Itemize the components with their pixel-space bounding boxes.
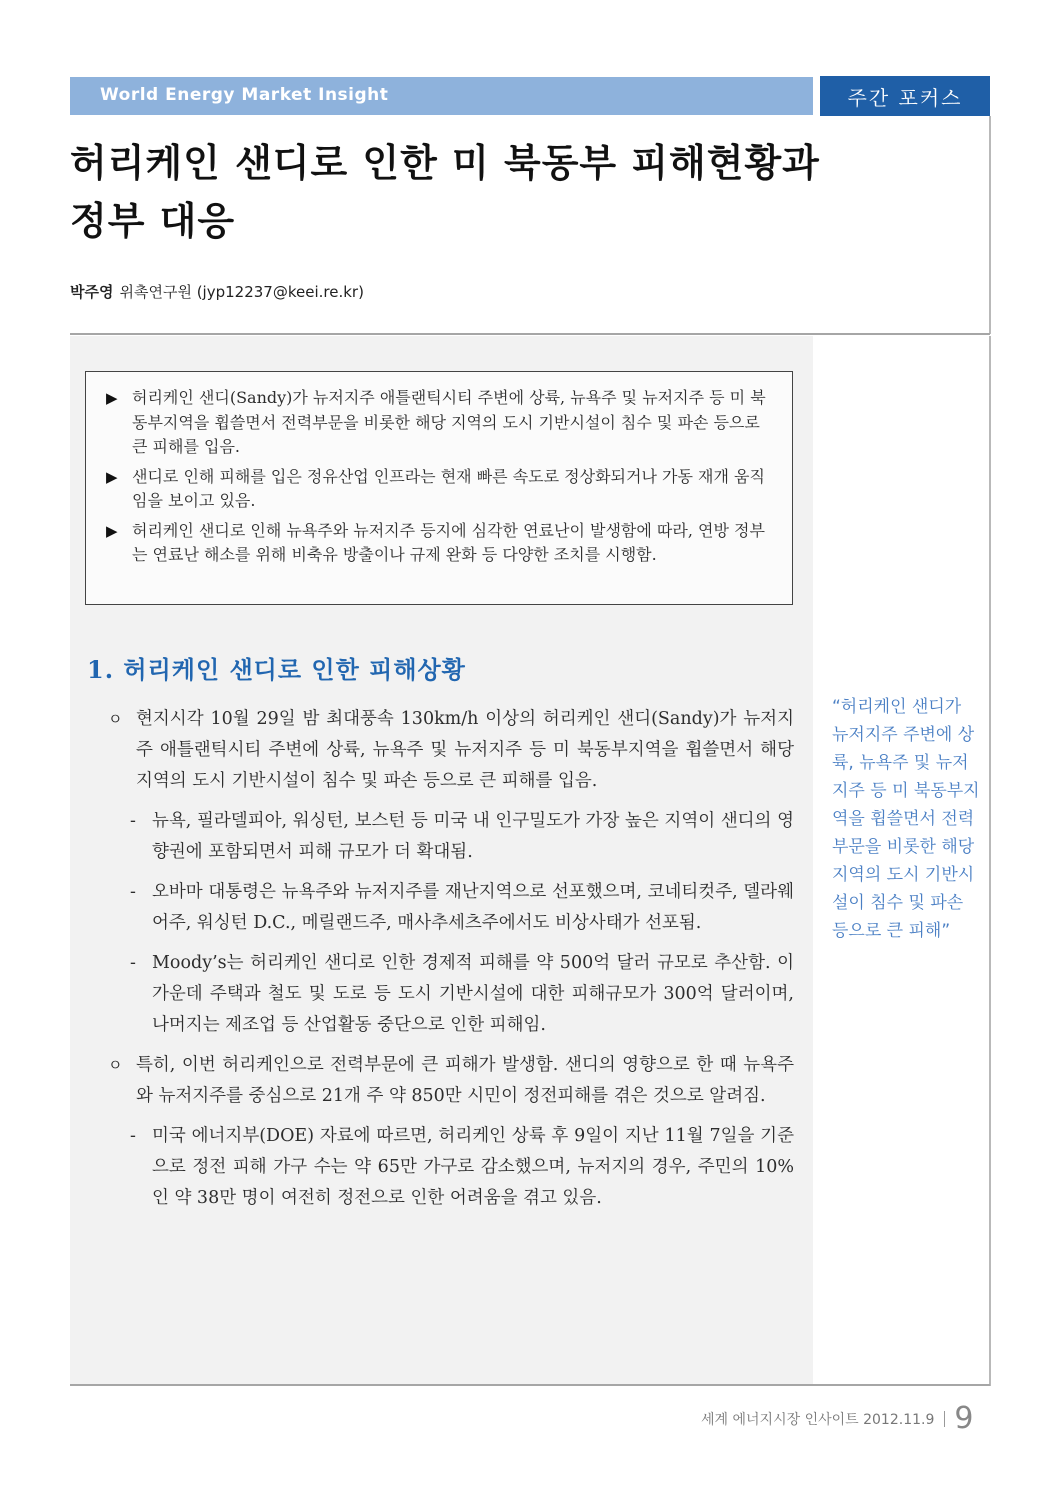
side-divider bbox=[989, 336, 991, 1386]
article-title bbox=[70, 134, 830, 250]
series-title: World Energy Market Insight bbox=[100, 85, 389, 105]
page-number: 9 bbox=[954, 1401, 974, 1436]
side-divider-top bbox=[989, 116, 991, 334]
title-line-2: 정부 대응 bbox=[70, 199, 236, 243]
top-rule bbox=[70, 333, 990, 335]
summary-box bbox=[85, 371, 793, 605]
title-line-1: 허리케인 샌디로 인한 미 북동부 피해현황과 bbox=[70, 141, 820, 185]
dash-bullet: - bbox=[130, 1126, 136, 1146]
header-bar bbox=[70, 77, 813, 115]
summary-item: ▶ 허리케인 샌디로 인해 뉴욕주와 뉴저지주 등지에 심각한 연료난이 발생함에 따라, 연방 정부는 연료난 해소를 위해 비축유 방출이나 규제 완화 등 다양한 조치를 시행함. bbox=[106, 520, 765, 564]
arrow-bullet-icon: ▶ bbox=[106, 521, 118, 540]
author-line bbox=[70, 281, 364, 302]
footer-separator bbox=[944, 1411, 945, 1427]
summary-item: ▶ 샌디로 인해 피해를 입은 정유산업 인프라는 현재 빠른 속도로 정상화되거나 가동 재개 움직임을 보이고 있음. bbox=[106, 466, 765, 510]
author-name: 박주영 bbox=[70, 283, 114, 301]
paragraph: ㅇ 특히, 이번 허리케인으로 전력부문에 큰 피해가 발생함. 샌디의 영향으로 한 때 뉴욕주와 뉴저지주를 중심으로 21개 주 약 850만 시민이 정전피해를 겪은 것으로 알려짐. bbox=[108, 1050, 794, 1112]
author-info: 위촉연구원 (jyp12237@keei.re.kr) bbox=[119, 283, 364, 301]
circle-bullet-icon: ㅇ bbox=[108, 1056, 123, 1074]
section-heading: 1. 허리케인 샌디로 인한 피해상황 bbox=[87, 655, 466, 684]
dash-bullet: - bbox=[130, 811, 136, 831]
dash-bullet: - bbox=[130, 882, 136, 902]
sub-paragraph: - 뉴욕, 필라델피아, 워싱턴, 보스턴 등 미국 내 인구밀도가 가장 높은 지역이 샌디의 영향권에 포함되면서 피해 규모가 더 확대됨. bbox=[108, 806, 794, 868]
arrow-bullet-icon: ▶ bbox=[106, 467, 118, 486]
sub-paragraph: - Moody’s는 허리케인 샌디로 인한 경제적 피해를 약 500억 달러 규모로 추산함. 이 가운데 주택과 철도 및 도로 등 도시 기반시설에 대한 피해규모가 300억 달러이며, 나머지는 제조업 등 산업활동 중단으로 인한 피해임. bbox=[108, 948, 794, 1041]
pull-quote: “허리케인 샌디가 뉴저지주 주변에 상륙, 뉴욕주 및 뉴저지주 등 미 북동부지역을 휩쓸면서 전력부문을 비롯한 해당 지역의 도시 기반시설이 침수 및 파손 등으로 큰 피해” bbox=[832, 697, 980, 941]
article-body bbox=[108, 704, 794, 1223]
summary-item: ▶ 허리케인 샌디(Sandy)가 뉴저지주 애틀랜틱시티 주변에 상륙, 뉴욕주 및 뉴저지주 등 미 북동부지역을 휩쓸면서 전력부문을 비롯한 해당 지역의 도시 기반시설이 침수 및 파손 등으로 큰 피해를 입음. bbox=[106, 388, 766, 456]
page-footer bbox=[701, 1401, 973, 1436]
paragraph: ㅇ 현지시각 10월 29일 밤 최대풍속 130km/h 이상의 허리케인 샌디(Sandy)가 뉴저지주 애틀랜틱시티 주변에 상륙, 뉴욕주 및 뉴저지주 등 미 북동부지역을 휩쓸면서 해당 지역의 도시 기반시설이 침수 및 파손 등으로 큰 피해를 입음. bbox=[108, 704, 794, 797]
bottom-rule bbox=[70, 1384, 990, 1386]
arrow-bullet-icon: ▶ bbox=[106, 389, 118, 407]
sub-paragraph: - 오바마 대통령은 뉴욕주와 뉴저지주를 재난지역으로 선포했으며, 코네티컷주, 델라웨어주, 워싱턴 D.C., 메릴랜드주, 매사추세츠주에서도 비상사태가 선포됨. bbox=[108, 877, 794, 939]
dash-bullet: - bbox=[130, 953, 136, 973]
circle-bullet-icon: ㅇ bbox=[108, 710, 123, 728]
section-tab: 주간 포커스 bbox=[820, 76, 990, 116]
publication-info: 세계 에너지시장 인사이트 2012.11.9 bbox=[701, 1411, 935, 1428]
sub-paragraph: - 미국 에너지부(DOE) 자료에 따르면, 허리케인 상륙 후 9일이 지난 11월 7일을 기준으로 정전 피해 가구 수는 약 65만 가구로 감소했으며, 뉴저지의 경우, 주민의 10%인 약 38만 명이 여전히 정전으로 인한 어려움을 겪고 있음. bbox=[108, 1121, 794, 1214]
